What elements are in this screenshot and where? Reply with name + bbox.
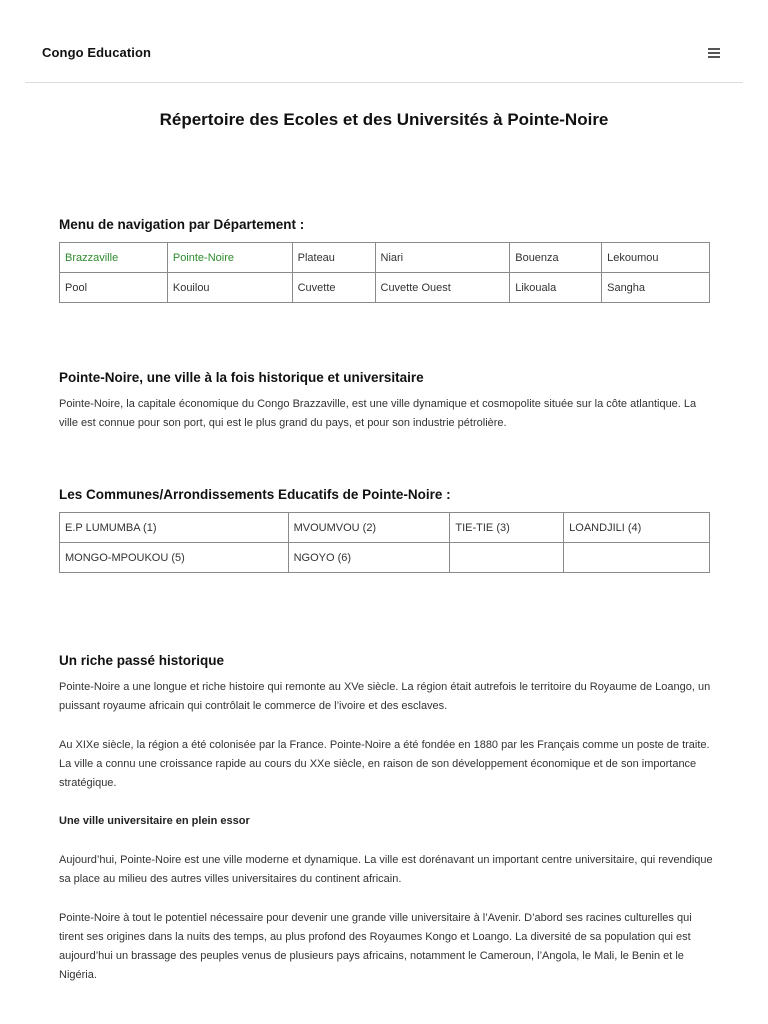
commune-cell: MVOUMVOU (2) xyxy=(288,513,450,543)
department-link-brazzaville[interactable]: Brazzaville xyxy=(60,243,168,273)
university-subheading: Une ville universitaire en plein essor xyxy=(59,815,250,827)
hamburger-menu-icon[interactable] xyxy=(708,48,720,58)
department-cell-sangha: Sangha xyxy=(602,273,710,303)
department-cell-bouenza: Bouenza xyxy=(510,243,602,273)
table-row xyxy=(60,513,710,543)
department-link-pointe-noire[interactable]: Pointe-Noire xyxy=(167,243,292,273)
department-cell-likouala: Likouala xyxy=(510,273,602,303)
page-title: Répertoire des Ecoles et des Universités à Pointe-Noire xyxy=(159,110,609,129)
table-row xyxy=(60,273,710,303)
departments-table xyxy=(59,242,710,303)
commune-cell: LOANDJILI (4) xyxy=(564,513,710,543)
communes-table xyxy=(59,512,710,573)
department-cell-cuvette: Cuvette xyxy=(292,273,375,303)
history-paragraph-4: Pointe-Noire à tout le potentiel nécessaire pour devenir une grande ville universitaire à l’Avenir. D’abord ses racines culturelles qui tirent ses origines dans la nuits des temps, au plus profond des Royaumes Kongo et Loango. La diversité de sa population qui est aujourd’hui un brassage des peuples venus de plusieurs pays africains, notamment le Cameroun, l’Angola, le Mali, le Benin et le Nigéria. xyxy=(59,912,692,981)
header-divider xyxy=(25,82,743,83)
communes-heading: Les Communes/Arrondissements Educatifs de Pointe-Noire : xyxy=(59,487,451,502)
intro-paragraph: Pointe-Noire, la capitale économique du Congo Brazzaville, est une ville dynamique et cosmopolite située sur la côte atlantique. La ville est connue pour son port, qui est le plus grand du pays, et pour son industrie pétrolière. xyxy=(59,398,697,429)
commune-cell-empty xyxy=(564,543,710,573)
table-row xyxy=(60,243,710,273)
department-cell-cuvette-ouest: Cuvette Ouest xyxy=(375,273,510,303)
department-cell-plateau: Plateau xyxy=(292,243,375,273)
history-paragraph-1: Pointe-Noire a une longue et riche histoire qui remonte au XVe siècle. La région était autrefois le territoire du Royaume de Loango, un puissant royaume africain qui contrôlait le commerce de l’ivoire et des esclaves. xyxy=(59,681,711,712)
commune-cell: MONGO-MPOUKOU (5) xyxy=(60,543,289,573)
department-cell-niari: Niari xyxy=(375,243,510,273)
history-paragraph-2: Au XIXe siècle, la région a été colonisée par la France. Pointe-Noire a été fondée en 1880 par les Français comme un poste de traite. La ville a connu une croissance rapide au cours du XXe siècle, en raison de son développement économique et de son importance stratégique. xyxy=(59,739,710,789)
table-row xyxy=(60,543,710,573)
commune-cell: NGOYO (6) xyxy=(288,543,450,573)
commune-cell-empty xyxy=(450,543,564,573)
departments-heading: Menu de navigation par Département : xyxy=(59,217,305,232)
history-paragraph-3: Aujourd’hui, Pointe-Noire est une ville moderne et dynamique. La ville est dorénavant un important centre universitaire, qui revendique sa place au milieu des autres villes universitaires du continent africain. xyxy=(59,854,713,885)
commune-cell: E.P LUMUMBA (1) xyxy=(60,513,289,543)
department-cell-kouilou: Kouilou xyxy=(167,273,292,303)
history-heading: Un riche passé historique xyxy=(59,653,225,668)
site-brand[interactable]: Congo Education xyxy=(42,45,152,60)
commune-cell: TIE-TIE (3) xyxy=(450,513,564,543)
intro-heading: Pointe-Noire, une ville à la fois historique et universitaire xyxy=(59,370,424,385)
site-header xyxy=(0,0,768,82)
department-cell-lekoumou: Lekoumou xyxy=(602,243,710,273)
department-cell-pool: Pool xyxy=(60,273,168,303)
